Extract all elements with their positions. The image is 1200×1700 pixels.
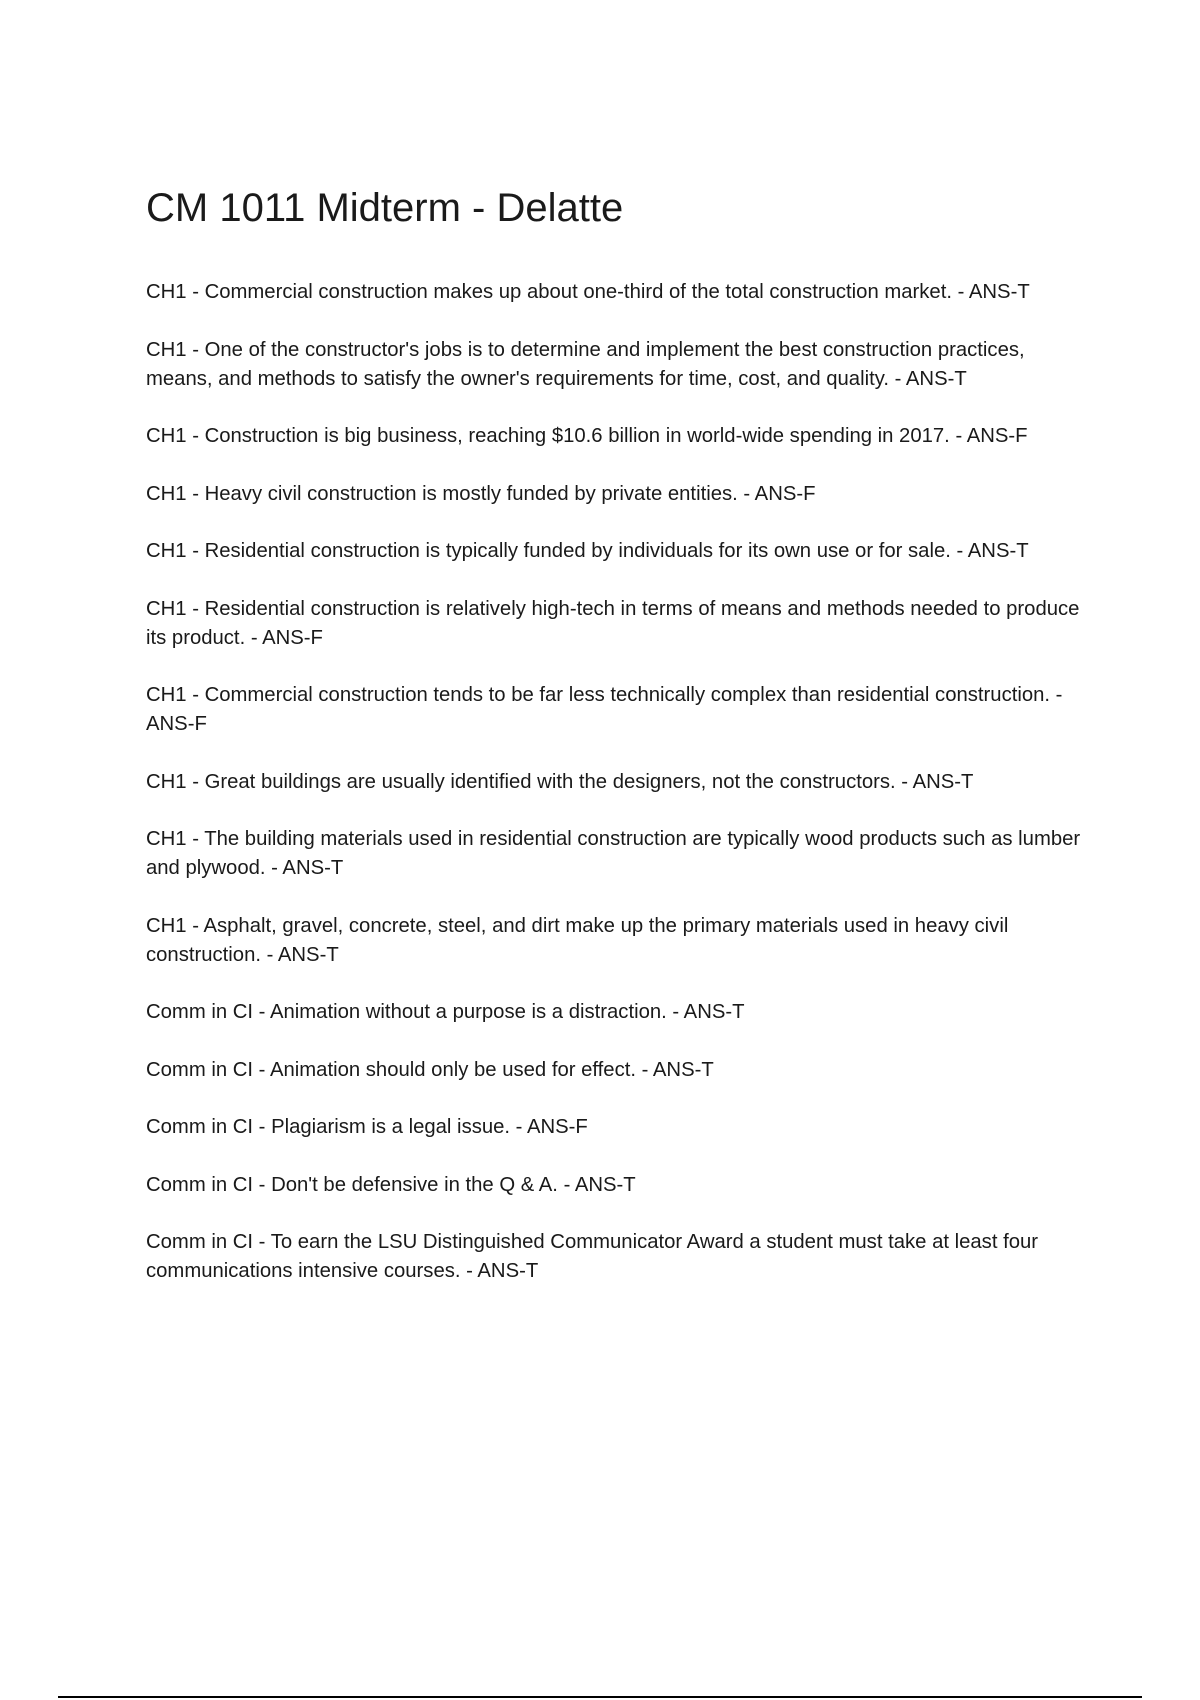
- question-item: Comm in CI - To earn the LSU Distinguished Communicator Award a student must take at least four communications intensive courses. - ANS-T: [146, 1231, 1039, 1282]
- question-list: [146, 278, 1094, 1315]
- question-item: CH1 - Residential construction is typically funded by individuals for its own use or for sale. - ANS-T: [146, 540, 1029, 562]
- question-item: CH1 - Asphalt, gravel, concrete, steel, and dirt make up the primary materials used in heavy civil construction. - ANS-T: [146, 914, 1009, 966]
- footer-divider: [58, 1696, 1142, 1698]
- question-item: CH1 - Commercial construction makes up about one-third of the total construction market. - ANS-T: [146, 281, 1030, 303]
- question-item: Comm in CI - Animation should only be used for effect. - ANS-T: [146, 1058, 714, 1081]
- question-item: CH1 - Great buildings are usually identified with the designers, not the constructors. - ANS-T: [146, 770, 974, 793]
- question-item: CH1 - One of the constructor's jobs is to determine and implement the best construction practices, means, and methods to satisfy the owner's requirements for time, cost, and quality. - ANS-T: [146, 338, 1025, 390]
- question-item: Comm in CI - Don't be defensive in the Q & A. - ANS-T: [146, 1173, 636, 1196]
- question-item: Comm in CI - Animation without a purpose is a distraction. - ANS-T: [146, 1001, 745, 1023]
- question-item: CH1 - The building materials used in residential construction are typically wood products such as lumber and plywood. - ANS-T: [146, 828, 1081, 879]
- question-item: CH1 - Heavy civil construction is mostly funded by private entities. - ANS-F: [146, 482, 816, 505]
- question-item: CH1 - Residential construction is relatively high-tech in terms of means and methods needed to produce its product. - ANS-F: [146, 597, 1080, 649]
- page-title: CM 1011 Midterm - Delatte: [146, 186, 624, 230]
- question-item: CH1 - Construction is big business, reaching $10.6 billion in world-wide spending in 2017. - ANS-F: [146, 425, 1028, 447]
- question-item: CH1 - Commercial construction tends to be far less technically complex than residential construction. - ANS-F: [146, 684, 1063, 735]
- question-item: Comm in CI - Plagiarism is a legal issue. - ANS-F: [146, 1116, 588, 1138]
